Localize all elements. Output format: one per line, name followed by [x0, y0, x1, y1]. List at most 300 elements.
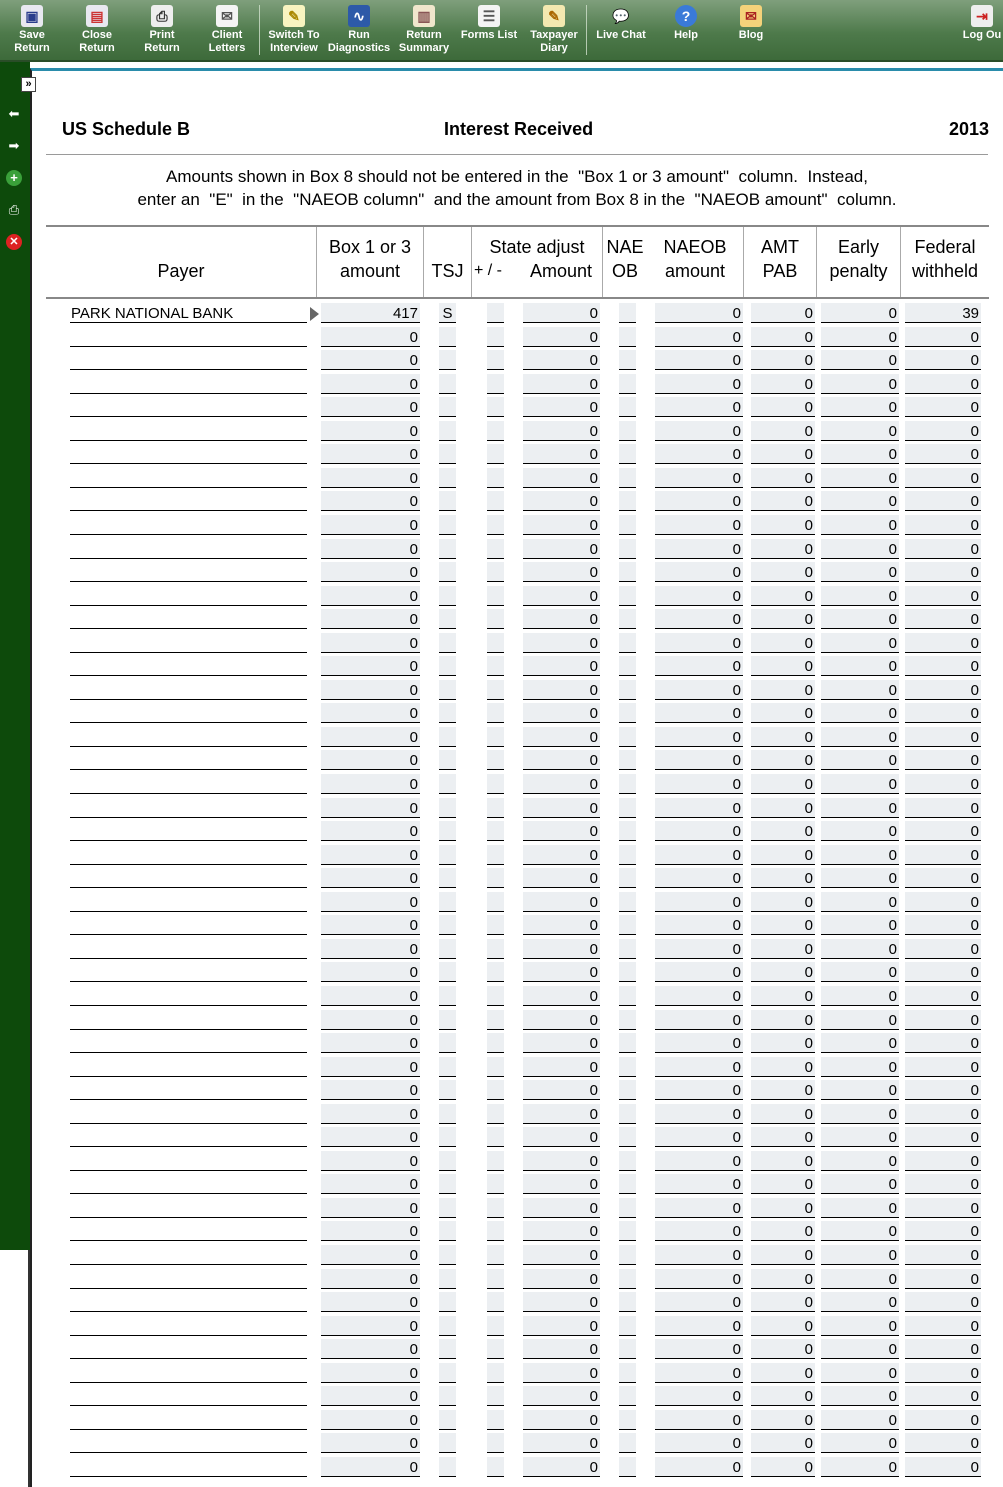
naeob-amount-field[interactable]: 0 — [655, 703, 743, 723]
naeob-code-field[interactable] — [619, 1127, 636, 1147]
early-penalty-field[interactable]: 0 — [821, 1292, 899, 1312]
payer-field[interactable] — [70, 774, 307, 794]
naeob-code-field[interactable] — [619, 1151, 636, 1171]
amt-pab-field[interactable]: 0 — [751, 1339, 815, 1359]
naeob-amount-field[interactable]: 0 — [655, 1198, 743, 1218]
naeob-amount-field[interactable]: 0 — [655, 1080, 743, 1100]
early-penalty-field[interactable]: 0 — [821, 1386, 899, 1406]
federal-withheld-field[interactable]: 0 — [905, 1198, 981, 1218]
state-adjust-sign-field[interactable] — [487, 1221, 504, 1241]
payer-field[interactable] — [70, 1057, 307, 1077]
state-adjust-amount-field[interactable]: 0 — [523, 1433, 600, 1453]
early-penalty-field[interactable]: 0 — [821, 962, 899, 982]
run-diagnostics-button[interactable] — [327, 4, 391, 55]
box13-amount-field[interactable]: 0 — [321, 1316, 420, 1336]
state-adjust-sign-field[interactable] — [487, 1363, 504, 1383]
naeob-code-field[interactable] — [619, 727, 636, 747]
federal-withheld-field[interactable]: 0 — [905, 1433, 981, 1453]
box13-amount-field[interactable]: 0 — [321, 1033, 420, 1053]
naeob-amount-field[interactable]: 0 — [655, 303, 743, 323]
box13-amount-field[interactable]: 0 — [321, 962, 420, 982]
tsj-field[interactable] — [439, 1057, 456, 1077]
payer-field[interactable] — [70, 562, 307, 582]
naeob-code-field[interactable] — [619, 327, 636, 347]
naeob-code-field[interactable] — [619, 868, 636, 888]
payer-field[interactable] — [70, 609, 307, 629]
federal-withheld-field[interactable]: 0 — [905, 1151, 981, 1171]
early-penalty-field[interactable]: 0 — [821, 1410, 899, 1430]
state-adjust-sign-field[interactable] — [487, 962, 504, 982]
state-adjust-amount-field[interactable]: 0 — [523, 1457, 600, 1477]
forms-list-button[interactable] — [457, 4, 521, 42]
early-penalty-field[interactable]: 0 — [821, 868, 899, 888]
federal-withheld-field[interactable]: 0 — [905, 1269, 981, 1289]
tsj-field[interactable] — [439, 1363, 456, 1383]
federal-withheld-field[interactable]: 0 — [905, 609, 981, 629]
state-adjust-amount-field[interactable]: 0 — [523, 703, 600, 723]
amt-pab-field[interactable]: 0 — [751, 774, 815, 794]
naeob-code-field[interactable] — [619, 444, 636, 464]
payer-field[interactable] — [70, 1457, 307, 1477]
tsj-field[interactable] — [439, 539, 456, 559]
tsj-field[interactable] — [439, 609, 456, 629]
help-button[interactable] — [654, 4, 718, 42]
payer-field[interactable] — [70, 798, 307, 818]
amt-pab-field[interactable]: 0 — [751, 986, 815, 1006]
box13-amount-field[interactable]: 0 — [321, 1221, 420, 1241]
naeob-amount-field[interactable]: 0 — [655, 633, 743, 653]
naeob-amount-field[interactable]: 0 — [655, 1104, 743, 1124]
early-penalty-field[interactable]: 0 — [821, 1174, 899, 1194]
naeob-code-field[interactable] — [619, 1339, 636, 1359]
tsj-field[interactable] — [439, 845, 456, 865]
state-adjust-amount-field[interactable]: 0 — [523, 586, 600, 606]
naeob-amount-field[interactable]: 0 — [655, 656, 743, 676]
federal-withheld-field[interactable]: 0 — [905, 1104, 981, 1124]
box13-amount-field[interactable]: 0 — [321, 421, 420, 441]
tsj-field[interactable] — [439, 892, 456, 912]
naeob-amount-field[interactable]: 0 — [655, 1245, 743, 1265]
payer-field[interactable] — [70, 1433, 307, 1453]
early-penalty-field[interactable]: 0 — [821, 327, 899, 347]
box13-amount-field[interactable]: 0 — [321, 1363, 420, 1383]
tsj-field[interactable] — [439, 633, 456, 653]
naeob-amount-field[interactable]: 0 — [655, 515, 743, 535]
close-return-button[interactable] — [65, 4, 129, 55]
log-out-button[interactable] — [950, 4, 1003, 42]
state-adjust-amount-field[interactable]: 0 — [523, 680, 600, 700]
state-adjust-sign-field[interactable] — [487, 656, 504, 676]
state-adjust-amount-field[interactable]: 0 — [523, 915, 600, 935]
tsj-field[interactable] — [439, 656, 456, 676]
naeob-amount-field[interactable]: 0 — [655, 609, 743, 629]
payer-field[interactable] — [70, 1151, 307, 1171]
tsj-field[interactable] — [439, 962, 456, 982]
tsj-field[interactable] — [439, 986, 456, 1006]
amt-pab-field[interactable]: 0 — [751, 491, 815, 511]
early-penalty-field[interactable]: 0 — [821, 1339, 899, 1359]
naeob-code-field[interactable] — [619, 586, 636, 606]
state-adjust-sign-field[interactable] — [487, 1269, 504, 1289]
naeob-code-field[interactable] — [619, 421, 636, 441]
federal-withheld-field[interactable]: 0 — [905, 1221, 981, 1241]
naeob-amount-field[interactable]: 0 — [655, 327, 743, 347]
arrow-left-icon[interactable]: ⬅ — [8, 106, 20, 121]
naeob-code-field[interactable] — [619, 986, 636, 1006]
naeob-code-field[interactable] — [619, 1080, 636, 1100]
tsj-field[interactable] — [439, 1080, 456, 1100]
amt-pab-field[interactable]: 0 — [751, 1433, 815, 1453]
federal-withheld-field[interactable]: 0 — [905, 421, 981, 441]
federal-withheld-field[interactable]: 0 — [905, 703, 981, 723]
payer-field[interactable] — [70, 962, 307, 982]
early-penalty-field[interactable]: 0 — [821, 774, 899, 794]
state-adjust-amount-field[interactable]: 0 — [523, 1386, 600, 1406]
naeob-amount-field[interactable]: 0 — [655, 491, 743, 511]
naeob-amount-field[interactable]: 0 — [655, 1457, 743, 1477]
tsj-field[interactable] — [439, 727, 456, 747]
payer-field[interactable] — [70, 586, 307, 606]
box13-amount-field[interactable]: 0 — [321, 1457, 420, 1477]
payer-field[interactable] — [70, 1339, 307, 1359]
naeob-amount-field[interactable]: 0 — [655, 421, 743, 441]
early-penalty-field[interactable]: 0 — [821, 798, 899, 818]
naeob-amount-field[interactable]: 0 — [655, 1127, 743, 1147]
amt-pab-field[interactable]: 0 — [751, 515, 815, 535]
state-adjust-sign-field[interactable] — [487, 1198, 504, 1218]
naeob-amount-field[interactable]: 0 — [655, 1057, 743, 1077]
state-adjust-amount-field[interactable]: 0 — [523, 350, 600, 370]
box13-amount-field[interactable]: 0 — [321, 1198, 420, 1218]
early-penalty-field[interactable]: 0 — [821, 1033, 899, 1053]
state-adjust-amount-field[interactable]: 0 — [523, 491, 600, 511]
amt-pab-field[interactable]: 0 — [751, 1127, 815, 1147]
state-adjust-amount-field[interactable]: 0 — [523, 821, 600, 841]
box13-amount-field[interactable]: 0 — [321, 1080, 420, 1100]
naeob-amount-field[interactable]: 0 — [655, 444, 743, 464]
federal-withheld-field[interactable]: 0 — [905, 1010, 981, 1030]
tsj-field[interactable] — [439, 1292, 456, 1312]
state-adjust-amount-field[interactable]: 0 — [523, 892, 600, 912]
federal-withheld-field[interactable]: 0 — [905, 1363, 981, 1383]
naeob-code-field[interactable] — [619, 609, 636, 629]
naeob-code-field[interactable] — [619, 1221, 636, 1241]
tsj-field[interactable] — [439, 1127, 456, 1147]
early-penalty-field[interactable]: 0 — [821, 1151, 899, 1171]
tsj-field[interactable] — [439, 1033, 456, 1053]
federal-withheld-field[interactable]: 0 — [905, 821, 981, 841]
payer-field[interactable] — [70, 1245, 307, 1265]
amt-pab-field[interactable]: 0 — [751, 845, 815, 865]
state-adjust-sign-field[interactable] — [487, 633, 504, 653]
tsj-field[interactable]: S — [439, 303, 456, 323]
federal-withheld-field[interactable]: 0 — [905, 1057, 981, 1077]
state-adjust-sign-field[interactable] — [487, 1292, 504, 1312]
amt-pab-field[interactable]: 0 — [751, 798, 815, 818]
box13-amount-field[interactable]: 0 — [321, 1151, 420, 1171]
state-adjust-amount-field[interactable]: 0 — [523, 444, 600, 464]
tsj-field[interactable] — [439, 350, 456, 370]
state-adjust-amount-field[interactable]: 0 — [523, 1104, 600, 1124]
state-adjust-sign-field[interactable] — [487, 1174, 504, 1194]
naeob-code-field[interactable] — [619, 1245, 636, 1265]
naeob-code-field[interactable] — [619, 1057, 636, 1077]
state-adjust-sign-field[interactable] — [487, 421, 504, 441]
box13-amount-field[interactable]: 0 — [321, 586, 420, 606]
early-penalty-field[interactable]: 0 — [821, 633, 899, 653]
naeob-amount-field[interactable]: 0 — [655, 727, 743, 747]
state-adjust-amount-field[interactable]: 0 — [523, 1363, 600, 1383]
state-adjust-amount-field[interactable]: 0 — [523, 1127, 600, 1147]
payer-field[interactable] — [70, 633, 307, 653]
amt-pab-field[interactable]: 0 — [751, 821, 815, 841]
amt-pab-field[interactable]: 0 — [751, 1245, 815, 1265]
naeob-amount-field[interactable]: 0 — [655, 962, 743, 982]
naeob-code-field[interactable] — [619, 1174, 636, 1194]
return-summary-button[interactable] — [392, 4, 456, 55]
early-penalty-field[interactable]: 0 — [821, 444, 899, 464]
naeob-amount-field[interactable]: 0 — [655, 350, 743, 370]
naeob-code-field[interactable] — [619, 1433, 636, 1453]
amt-pab-field[interactable]: 0 — [751, 1457, 815, 1477]
naeob-code-field[interactable] — [619, 845, 636, 865]
early-penalty-field[interactable]: 0 — [821, 586, 899, 606]
box13-amount-field[interactable]: 0 — [321, 680, 420, 700]
state-adjust-amount-field[interactable]: 0 — [523, 1151, 600, 1171]
state-adjust-sign-field[interactable] — [487, 845, 504, 865]
early-penalty-field[interactable]: 0 — [821, 1080, 899, 1100]
naeob-amount-field[interactable]: 0 — [655, 1363, 743, 1383]
naeob-amount-field[interactable]: 0 — [655, 868, 743, 888]
box13-amount-field[interactable]: 0 — [321, 892, 420, 912]
amt-pab-field[interactable]: 0 — [751, 444, 815, 464]
tsj-field[interactable] — [439, 750, 456, 770]
naeob-code-field[interactable] — [619, 821, 636, 841]
state-adjust-amount-field[interactable]: 0 — [523, 845, 600, 865]
delete-icon[interactable]: ✕ — [6, 234, 22, 250]
state-adjust-amount-field[interactable]: 0 — [523, 1316, 600, 1336]
naeob-amount-field[interactable]: 0 — [655, 798, 743, 818]
naeob-amount-field[interactable]: 0 — [655, 468, 743, 488]
arrow-right-icon[interactable]: ➡ — [8, 138, 20, 153]
federal-withheld-field[interactable]: 39 — [905, 303, 981, 323]
payer-field[interactable] — [70, 915, 307, 935]
client-letters-button[interactable] — [195, 4, 259, 55]
amt-pab-field[interactable]: 0 — [751, 421, 815, 441]
amt-pab-field[interactable]: 0 — [751, 1104, 815, 1124]
naeob-code-field[interactable] — [619, 397, 636, 417]
tsj-field[interactable] — [439, 821, 456, 841]
early-penalty-field[interactable]: 0 — [821, 892, 899, 912]
naeob-code-field[interactable] — [619, 750, 636, 770]
box13-amount-field[interactable]: 0 — [321, 1010, 420, 1030]
box13-amount-field[interactable]: 0 — [321, 727, 420, 747]
federal-withheld-field[interactable]: 0 — [905, 1339, 981, 1359]
box13-amount-field[interactable]: 0 — [321, 374, 420, 394]
federal-withheld-field[interactable]: 0 — [905, 1410, 981, 1430]
state-adjust-sign-field[interactable] — [487, 798, 504, 818]
federal-withheld-field[interactable]: 0 — [905, 939, 981, 959]
federal-withheld-field[interactable]: 0 — [905, 444, 981, 464]
early-penalty-field[interactable]: 0 — [821, 1269, 899, 1289]
box13-amount-field[interactable]: 0 — [321, 1245, 420, 1265]
amt-pab-field[interactable]: 0 — [751, 1363, 815, 1383]
naeob-code-field[interactable] — [619, 491, 636, 511]
early-penalty-field[interactable]: 0 — [821, 1221, 899, 1241]
amt-pab-field[interactable]: 0 — [751, 1410, 815, 1430]
state-adjust-sign-field[interactable] — [487, 750, 504, 770]
box13-amount-field[interactable]: 0 — [321, 1292, 420, 1312]
box13-amount-field[interactable]: 0 — [321, 986, 420, 1006]
state-adjust-sign-field[interactable] — [487, 303, 504, 323]
amt-pab-field[interactable]: 0 — [751, 1010, 815, 1030]
box13-amount-field[interactable]: 0 — [321, 798, 420, 818]
naeob-amount-field[interactable]: 0 — [655, 562, 743, 582]
box13-amount-field[interactable]: 0 — [321, 845, 420, 865]
payer-field[interactable] — [70, 491, 307, 511]
payer-field[interactable] — [70, 350, 307, 370]
payer-field[interactable] — [70, 1316, 307, 1336]
naeob-amount-field[interactable]: 0 — [655, 1033, 743, 1053]
state-adjust-amount-field[interactable]: 0 — [523, 1292, 600, 1312]
box13-amount-field[interactable]: 0 — [321, 703, 420, 723]
amt-pab-field[interactable]: 0 — [751, 1316, 815, 1336]
state-adjust-sign-field[interactable] — [487, 1033, 504, 1053]
state-adjust-amount-field[interactable]: 0 — [523, 1245, 600, 1265]
naeob-amount-field[interactable]: 0 — [655, 774, 743, 794]
box13-amount-field[interactable]: 0 — [321, 633, 420, 653]
tsj-field[interactable] — [439, 915, 456, 935]
box13-amount-field[interactable]: 0 — [321, 1339, 420, 1359]
naeob-code-field[interactable] — [619, 1292, 636, 1312]
state-adjust-amount-field[interactable]: 0 — [523, 1080, 600, 1100]
state-adjust-amount-field[interactable]: 0 — [523, 750, 600, 770]
tsj-field[interactable] — [439, 491, 456, 511]
federal-withheld-field[interactable]: 0 — [905, 680, 981, 700]
early-penalty-field[interactable]: 0 — [821, 821, 899, 841]
print-return-button[interactable] — [130, 4, 194, 55]
live-chat-button[interactable] — [589, 4, 653, 42]
payer-field[interactable] — [70, 1080, 307, 1100]
early-penalty-field[interactable]: 0 — [821, 609, 899, 629]
amt-pab-field[interactable]: 0 — [751, 303, 815, 323]
state-adjust-amount-field[interactable]: 0 — [523, 468, 600, 488]
federal-withheld-field[interactable]: 0 — [905, 1080, 981, 1100]
state-adjust-amount-field[interactable]: 0 — [523, 397, 600, 417]
payer-field[interactable] — [70, 656, 307, 676]
state-adjust-sign-field[interactable] — [487, 892, 504, 912]
early-penalty-field[interactable]: 0 — [821, 539, 899, 559]
tsj-field[interactable] — [439, 798, 456, 818]
early-penalty-field[interactable]: 0 — [821, 397, 899, 417]
amt-pab-field[interactable]: 0 — [751, 1386, 815, 1406]
box13-amount-field[interactable]: 0 — [321, 350, 420, 370]
tsj-field[interactable] — [439, 1316, 456, 1336]
federal-withheld-field[interactable]: 0 — [905, 774, 981, 794]
amt-pab-field[interactable]: 0 — [751, 350, 815, 370]
federal-withheld-field[interactable]: 0 — [905, 798, 981, 818]
tsj-field[interactable] — [439, 1269, 456, 1289]
state-adjust-sign-field[interactable] — [487, 727, 504, 747]
early-penalty-field[interactable]: 0 — [821, 986, 899, 1006]
early-penalty-field[interactable]: 0 — [821, 680, 899, 700]
state-adjust-sign-field[interactable] — [487, 1104, 504, 1124]
state-adjust-sign-field[interactable] — [487, 703, 504, 723]
state-adjust-sign-field[interactable] — [487, 986, 504, 1006]
state-adjust-amount-field[interactable]: 0 — [523, 609, 600, 629]
amt-pab-field[interactable]: 0 — [751, 586, 815, 606]
amt-pab-field[interactable]: 0 — [751, 562, 815, 582]
federal-withheld-field[interactable]: 0 — [905, 892, 981, 912]
early-penalty-field[interactable]: 0 — [821, 1363, 899, 1383]
naeob-code-field[interactable] — [619, 1410, 636, 1430]
amt-pab-field[interactable]: 0 — [751, 750, 815, 770]
federal-withheld-field[interactable]: 0 — [905, 562, 981, 582]
amt-pab-field[interactable]: 0 — [751, 374, 815, 394]
state-adjust-amount-field[interactable]: 0 — [523, 962, 600, 982]
early-penalty-field[interactable]: 0 — [821, 750, 899, 770]
tsj-field[interactable] — [439, 421, 456, 441]
early-penalty-field[interactable]: 0 — [821, 303, 899, 323]
naeob-amount-field[interactable]: 0 — [655, 1316, 743, 1336]
naeob-code-field[interactable] — [619, 1457, 636, 1477]
box13-amount-field[interactable]: 0 — [321, 1269, 420, 1289]
state-adjust-amount-field[interactable]: 0 — [523, 1198, 600, 1218]
naeob-code-field[interactable] — [619, 468, 636, 488]
box13-amount-field[interactable]: 0 — [321, 468, 420, 488]
tsj-field[interactable] — [439, 1198, 456, 1218]
early-penalty-field[interactable]: 0 — [821, 656, 899, 676]
naeob-code-field[interactable] — [619, 962, 636, 982]
box13-amount-field[interactable]: 0 — [321, 1057, 420, 1077]
state-adjust-sign-field[interactable] — [487, 539, 504, 559]
federal-withheld-field[interactable]: 0 — [905, 539, 981, 559]
amt-pab-field[interactable]: 0 — [751, 1221, 815, 1241]
state-adjust-sign-field[interactable] — [487, 868, 504, 888]
naeob-amount-field[interactable]: 0 — [655, 1174, 743, 1194]
amt-pab-field[interactable]: 0 — [751, 1033, 815, 1053]
naeob-amount-field[interactable]: 0 — [655, 1151, 743, 1171]
federal-withheld-field[interactable]: 0 — [905, 986, 981, 1006]
payer-field[interactable] — [70, 374, 307, 394]
naeob-code-field[interactable] — [619, 374, 636, 394]
state-adjust-sign-field[interactable] — [487, 1457, 504, 1477]
naeob-amount-field[interactable]: 0 — [655, 1221, 743, 1241]
federal-withheld-field[interactable]: 0 — [905, 397, 981, 417]
payer-field[interactable] — [70, 750, 307, 770]
federal-withheld-field[interactable]: 0 — [905, 962, 981, 982]
amt-pab-field[interactable]: 0 — [751, 1080, 815, 1100]
amt-pab-field[interactable]: 0 — [751, 1174, 815, 1194]
tsj-field[interactable] — [439, 1245, 456, 1265]
naeob-code-field[interactable] — [619, 303, 636, 323]
box13-amount-field[interactable]: 0 — [321, 609, 420, 629]
box13-amount-field[interactable]: 0 — [321, 562, 420, 582]
early-penalty-field[interactable]: 0 — [821, 1127, 899, 1147]
naeob-code-field[interactable] — [619, 915, 636, 935]
payer-field[interactable] — [70, 1127, 307, 1147]
federal-withheld-field[interactable]: 0 — [905, 727, 981, 747]
naeob-code-field[interactable] — [619, 703, 636, 723]
naeob-amount-field[interactable]: 0 — [655, 750, 743, 770]
naeob-amount-field[interactable]: 0 — [655, 845, 743, 865]
amt-pab-field[interactable]: 0 — [751, 1057, 815, 1077]
state-adjust-amount-field[interactable]: 0 — [523, 1174, 600, 1194]
federal-withheld-field[interactable]: 0 — [905, 327, 981, 347]
federal-withheld-field[interactable]: 0 — [905, 374, 981, 394]
naeob-amount-field[interactable]: 0 — [655, 586, 743, 606]
box13-amount-field[interactable]: 0 — [321, 1386, 420, 1406]
